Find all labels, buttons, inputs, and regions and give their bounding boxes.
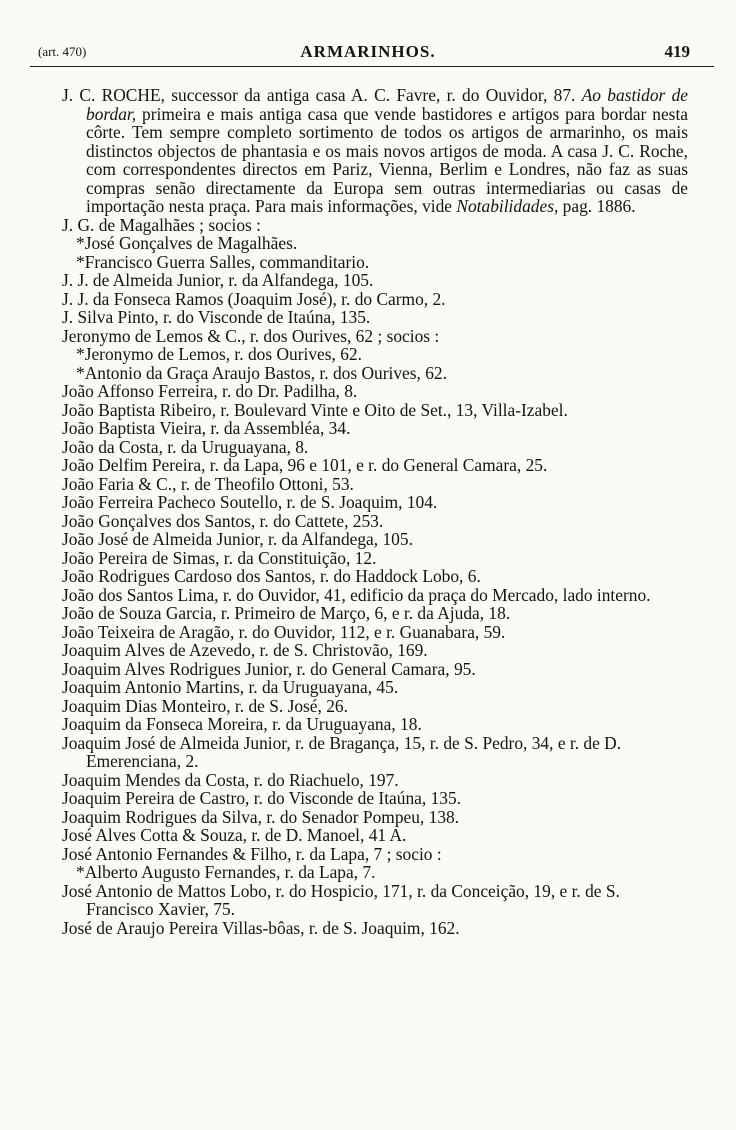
directory-entry: José Alves Cotta & Souza, r. de D. Manoel, 41 A. bbox=[62, 825, 407, 845]
directory-entry: João Pereira de Simas, r. da Constituição, 12. bbox=[62, 547, 377, 568]
directory-entry: José Antonio de Mattos Lobo, r. do Hospicio, 171, r. da Conceição, 19, e r. de S. Francisco Xavier, 75. bbox=[62, 880, 620, 919]
partner-entry: *José Gonçalves de Magalhães. bbox=[76, 233, 298, 253]
lead-entry bbox=[62, 86, 688, 216]
directory-entry: João Baptista Ribeiro, r. Boulevard Vinte e Oito de Set., 13, Villa-Izabel. bbox=[62, 399, 568, 420]
article-range: (art. 470) bbox=[38, 44, 87, 59]
directory-entry: João Rodrigues Cardoso dos Santos, r. do Haddock Lobo, 6. bbox=[62, 566, 481, 586]
directory-entry: João José de Almeida Junior, r. da Alfandega, 105. bbox=[62, 529, 413, 549]
directory-entry: Joaquim Alves de Azevedo, r. de S. Christovão, 169. bbox=[62, 640, 428, 660]
directory-entry: J. G. de Magalhães ; socios : bbox=[62, 214, 261, 235]
directory-entry: Joaquim Alves Rodrigues Junior, r. do General Camara, 95. bbox=[62, 658, 476, 679]
directory-entry: João dos Santos Lima, r. do Ouvidor, 41, edificio da praça do Mercado, lado interno. bbox=[62, 584, 651, 605]
directory-list bbox=[62, 86, 688, 937]
lead-text-before: J. C. ROCHE, successor da antiga casa A. C. Favre, r. do Ouvidor, 87. bbox=[62, 85, 576, 105]
directory-entry: Jeronymo de Lemos & C., r. dos Ourives, 62 ; socios : bbox=[62, 325, 440, 346]
partner-entry: *Alberto Augusto Fernandes, r. da Lapa, 7. bbox=[76, 862, 376, 882]
lead-italic: Ao bastidor de bordar, bbox=[86, 85, 688, 124]
entry-list bbox=[62, 216, 688, 938]
partner-entry: *Jeronymo de Lemos, r. dos Ourives, 62. bbox=[76, 344, 362, 364]
directory-entry: João Baptista Vieira, r. da Assembléa, 34. bbox=[62, 418, 351, 438]
header-rule bbox=[30, 66, 714, 67]
page-number: 419 bbox=[664, 42, 690, 61]
directory-entry: J. Silva Pinto, r. do Visconde de Itaúna, 135. bbox=[62, 307, 371, 327]
directory-entry: José Antonio Fernandes & Filho, r. da Lapa, 7 ; socio : bbox=[62, 843, 442, 864]
directory-entry: José de Araujo Pereira Villas-bôas, r. de S. Joaquim, 162. bbox=[62, 917, 460, 938]
lead-italic2: Notabilidades, bbox=[456, 196, 559, 216]
directory-entry: Joaquim da Fonseca Moreira, r. da Uruguayana, 18. bbox=[62, 714, 422, 734]
directory-entry: João Faria & C., r. de Theofilo Ottoni, 53. bbox=[62, 473, 354, 494]
page-header bbox=[0, 0, 736, 70]
directory-entry: Joaquim Antonio Martins, r. da Uruguayana, 45. bbox=[62, 677, 399, 697]
directory-entry: João Delfim Pereira, r. da Lapa, 96 e 101, e r. do General Camara, 25. bbox=[62, 455, 548, 475]
directory-entry: João Gonçalves dos Santos, r. do Cattete, 253. bbox=[62, 510, 384, 531]
directory-entry: Joaquim Dias Monteiro, r. de S. José, 26. bbox=[62, 695, 348, 716]
lead-text-after: pag. 1886. bbox=[558, 196, 636, 216]
partner-entry: *Francisco Guerra Salles, commanditario. bbox=[76, 251, 370, 272]
directory-entry: Joaquim Pereira de Castro, r. do Visconde de Itaúna, 135. bbox=[62, 788, 462, 808]
directory-entry: Joaquim Rodrigues da Silva, r. do Senador Pompeu, 138. bbox=[62, 806, 460, 827]
directory-entry: Joaquim Mendes da Costa, r. do Riachuelo, 197. bbox=[62, 769, 399, 790]
lead-text-middle: primeira e mais antiga casa que vende bastidores e artigos para bordar nesta côrte. Tem sempre completo sortimento de todos os artigos de armarinho, os mais distinctos objectos de phantasia e os mais novos artigos de moda. A casa J. C. Roche, com correspondentes directos em Pariz, Vienna, Berlim e Londres, não faz as suas compras senão directamente da Europa sem outras intermediarias ou casas de importação nesta praça. Para mais informações, vide bbox=[86, 103, 688, 216]
directory-entry: João de Souza Garcia, r. Primeiro de Março, 6, e r. da Ajuda, 18. bbox=[62, 603, 511, 623]
directory-entry: João Teixeira de Aragão, r. do Ouvidor, 112, e r. Guanabara, 59. bbox=[62, 621, 506, 642]
section-title: ARMARINHOS. bbox=[300, 42, 436, 61]
directory-entry: João da Costa, r. da Uruguayana, 8. bbox=[62, 436, 309, 457]
directory-entry: João Affonso Ferreira, r. do Dr. Padilha, 8. bbox=[62, 381, 358, 401]
directory-entry: J. J. da Fonseca Ramos (Joaquim José), r. do Carmo, 2. bbox=[62, 288, 446, 309]
directory-entry: João Ferreira Pacheco Soutello, r. de S. Joaquim, 104. bbox=[62, 492, 438, 512]
directory-entry: Joaquim José de Almeida Junior, r. de Bragança, 15, r. de S. Pedro, 34, e r. de D. Emerenciana, 2. bbox=[62, 732, 622, 771]
partner-entry: *Antonio da Graça Araujo Bastos, r. dos Ourives, 62. bbox=[76, 362, 447, 383]
directory-entry: J. J. de Almeida Junior, r. da Alfandega, 105. bbox=[62, 270, 374, 290]
